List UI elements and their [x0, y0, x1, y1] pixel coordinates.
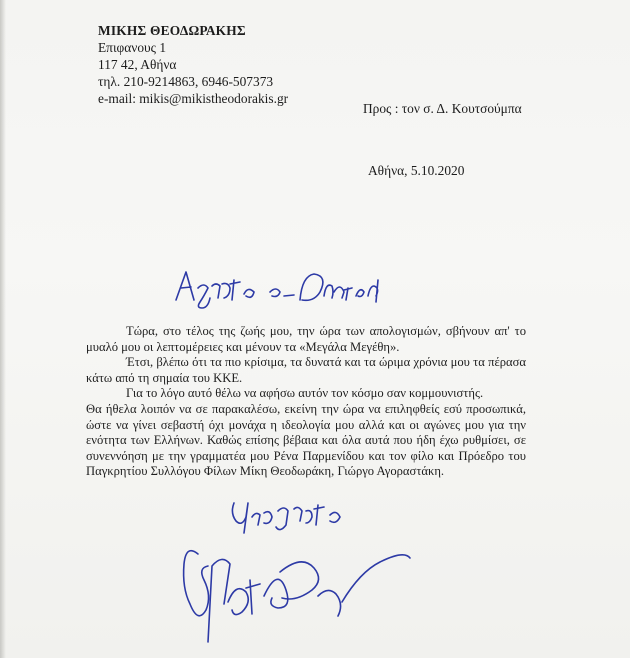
handwritten-signature	[168, 506, 428, 646]
handwritten-salutation	[172, 266, 392, 310]
sender-city: 117 42, Αθήνα	[98, 57, 177, 72]
sender-block	[98, 22, 288, 107]
sender-name: ΜΙΚΗΣ ΘΕΟΔΩΡΑΚΗΣ	[98, 23, 246, 38]
sender-email: e-mail: mikis@mikistheodorakis.gr	[98, 91, 289, 106]
recipient-line: Προς : τον σ. Δ. Κουτσούμπα	[363, 101, 522, 116]
body-paragraph: Για το λόγο αυτό θέλω να αφήσω αυτόν τον κόσμο σαν κομμουνιστής.	[126, 386, 484, 401]
sender-street: Επιφανους 1	[98, 40, 167, 55]
body-paragraph: Θα ήθελα λοιπόν να σε παρακαλέσω, εκείνη την ώρα να επιληφθείς εσύ προσωπικά, ώστε να γίνει σεβαστή όχι μονάχα η ιδεολογία μου αλλά και οι αγώνες μου για την ενότητα των Ελλήνων. Καθώς επίσης βέβαια και όλα αυτά που ήδη έχω ρυθμίσει, σε συνεννόηση με την γραμματέα μου Ρένα Παρμενίδου και τον φίλο και Πρόεδρο του Παγκρητίου Συλλόγου Φίλων Μίκη Θεοδωράκη, Γιώργο Αγοραστάκη.	[86, 401, 526, 479]
body-paragraph: Έτσι, βλέπω ότι τα πιο κρίσιμα, τα δυνατά και τα ώριμα χρόνια μου τα πέρασα κάτω από τη σημαία του ΚΚΕ.	[86, 355, 526, 385]
sender-phone: τηλ. 210-9214863, 6946-507373	[98, 74, 274, 89]
body-paragraph: Τώρα, στο τέλος της ζωής μου, την ώρα των απολογισμών, σβήνουν απ' το μυαλό μου οι λεπτομέρειες και μένουν τα «Μεγάλα Μεγέθη».	[86, 324, 526, 354]
date-line: Αθήνα, 5.10.2020	[368, 163, 465, 178]
letter-body	[86, 324, 526, 480]
